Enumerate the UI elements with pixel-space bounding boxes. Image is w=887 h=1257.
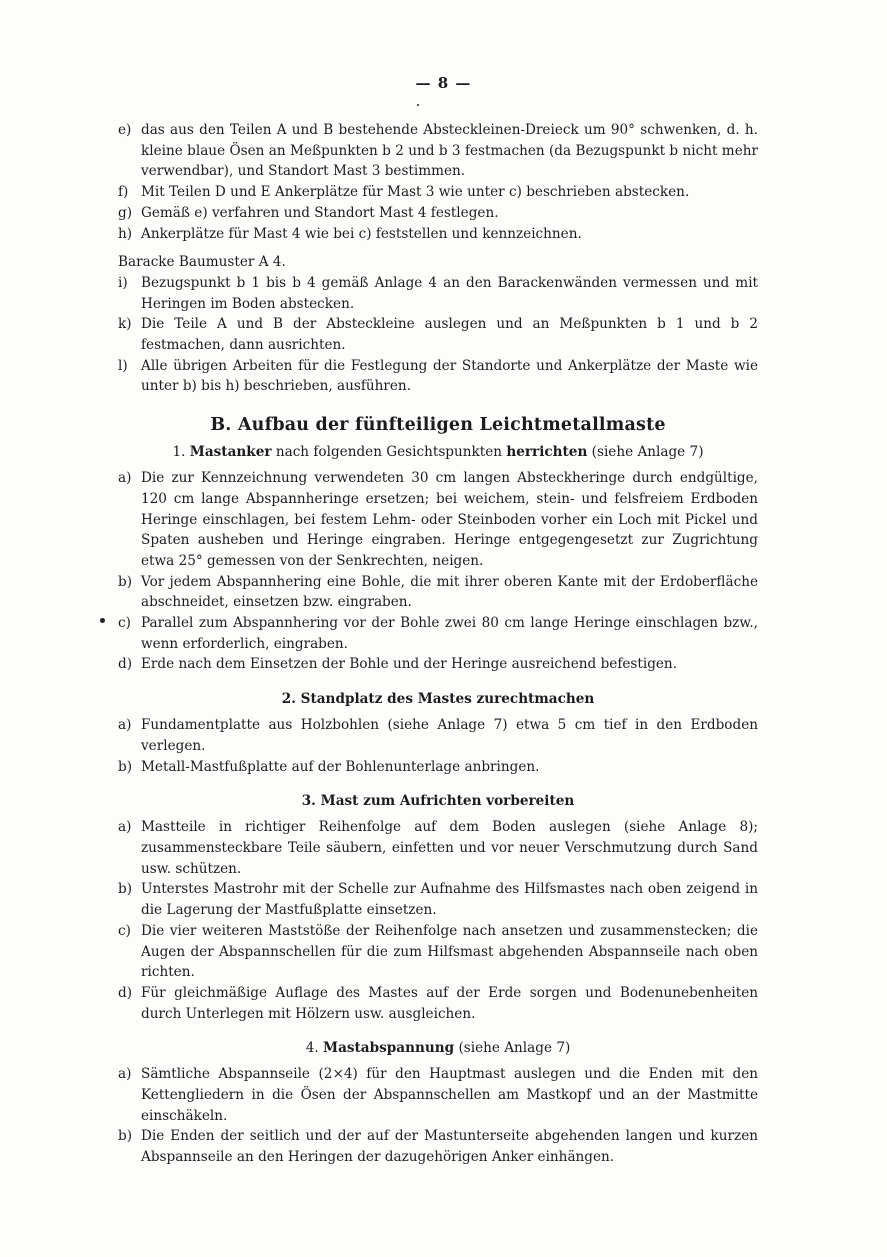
item-text: das aus den Teilen A und B bestehende Absteckleinen-Dreieck um 90° schwenken, d. h. kleine blaue Ösen an Meßpunkten b 2 und b 3 festmachen (da Bezugspunkt b nicht mehr verwendbar), und Standort Mast 3 bestimmen. [141,122,758,180]
item-text: Sämtliche Abspannseile (2×4) für den Hauptmast auslegen und die Enden mit den Kettengliedern in die Ösen der Abspannschellen am Mastkopf und an der Mastmitte einschäkeln. [141,1066,758,1124]
list-block-1 [118,120,758,244]
item-label: g) [118,204,133,221]
list-item [118,224,758,245]
item-label: a) [118,717,132,734]
item-label: l) [118,357,128,374]
subheading-bold: Mastanker [189,444,272,461]
item-text: Alle übrigen Arbeiten für die Festlegung der Standorte und Ankerplätze der Maste wie unter b) bis h) beschrieben, ausführen. [141,357,758,395]
list-item [118,757,758,778]
item-text: Ankerplätze für Mast 4 wie bei c) feststellen und kennzeichnen. [141,225,582,242]
list-item [118,817,758,879]
item-label: f) [118,184,129,201]
list-item [118,273,758,314]
list-item [118,356,758,397]
item-text: Fundamentplatte aus Holzbohlen (siehe Anlage 7) etwa 5 cm tief in den Erdboden verlegen. [141,717,758,754]
item-text: Parallel zum Abspannhering vor der Bohle zwei 80 cm lange Heringe einschlagen bzw., wenn erforderlich, eingraben. [141,615,758,652]
subheading-text: (siehe Anlage 7) [587,444,704,461]
list-item [118,1064,758,1126]
list-item [118,468,758,572]
list-item [118,879,758,920]
item-label: b) [118,881,133,898]
item-text: Die zur Kennzeichnung verwendeten 30 cm langen Absteckheringe durch endgültige, 120 cm lange Abspannheringe ersetzen; bei weichem, stein- und felsfreiem Erdboden Heringe einschlagen, bei festem Lehm- oder Steinboden vorher ein Loch mit Pickel und Spaten ausheben und Heringe eingraben. Heringe entgegengesetzt zur Zugrichtung etwa 25° gemessen von der Senkrechten, neigen. [141,470,758,569]
page-content [118,120,758,1168]
subheading-text: (siehe Anlage 7) [454,1040,571,1057]
subheading-bold: herrichten [506,444,588,461]
item-text: Bezugspunkt b 1 bis b 4 gemäß Anlage 4 an den Barackenwänden vermessen und mit Heringen im Boden abstecken. [141,274,758,312]
list-block-2 [118,273,758,397]
item-text: Gemäß e) verfahren und Standort Mast 4 festlegen. [141,204,499,221]
page-number: — 8 — [415,74,472,92]
speck-mark [417,104,419,106]
subheading-number: 1. [172,444,186,461]
item-label: b) [118,573,133,590]
list-item [118,120,758,182]
item-text: Die Teile A und B der Absteckleine auslegen und an Meßpunkten b 1 und b 2 festmachen, dann ausrichten. [141,316,758,354]
item-label: d) [118,984,133,1001]
list-item [118,983,758,1024]
list-item [118,572,758,613]
item-text: Erde nach dem Einsetzen der Bohle und der Heringe ausreichend befestigen. [141,656,678,673]
item-label: i) [118,274,128,291]
subheading-text: nach folgenden Gesichtspunkten [271,444,507,461]
list-item [118,314,758,355]
item-label: d) [118,656,133,673]
list-block-3 [118,468,758,675]
subheading-bold: Mastabspannung [323,1040,455,1057]
item-label: e) [118,122,132,138]
subheading-3: 3. Mast zum Aufrichten vorbereiten [301,793,575,810]
list-item [118,182,758,203]
list-item [118,715,758,756]
item-text: Vor jedem Abspannhering eine Bohle, die mit ihrer oberen Kante mit der Erdoberfläche abschneidet, einsetzen bzw. eingraben. [141,573,758,611]
item-text: Mastteile in richtiger Reihenfolge auf dem Boden auslegen (siehe Anlage 8); zusammensteckbare Teile säubern, einfetten und vor neuer Verschmutzung durch Sand usw. schützen. [141,819,758,877]
item-text: Die vier weiteren Maststöße der Reihenfolge nach ansetzen und zusammenstecken; die Augen der Abspannschellen für die zum Hilfsmast abgehenden Abspannseile nach oben richten. [141,922,758,981]
item-label: b) [118,1128,133,1145]
item-text: Für gleichmäßige Auflage des Mastes auf der Erde sorgen und Bodenunebenheiten durch Unterlegen mit Hölzern usw. ausgleichen. [141,984,758,1022]
item-label: c) [118,922,131,939]
baracke-line: Baracke Baumuster A 4. [118,254,286,271]
item-text: Unterstes Mastrohr mit der Schelle zur Aufnahme des Hilfsmastes nach oben zeigend in die Lagerung der Mastfußplatte einsetzen. [141,881,758,919]
list-block-5 [118,817,758,1024]
list-item [118,921,758,983]
list-item [118,1126,758,1167]
section-heading: B. Aufbau der fünfteiligen Leichtmetallmaste [210,415,666,436]
subheading-1 [118,442,758,462]
item-label: a) [118,819,132,836]
item-text: Die Enden der seitlich und der auf der Mastunterseite abgehenden langen und kurzen Abspannseile an den Heringen der dazugehörigen Anker einhängen. [141,1128,758,1166]
item-label: a) [118,1066,132,1083]
item-label: k) [118,316,132,333]
item-label: c) [118,615,131,632]
list-item [118,613,758,654]
item-label: b) [118,758,133,775]
list-block-4 [118,715,758,777]
list-item [118,654,758,675]
subheading-2: 2. Standplatz des Mastes zurechtmachen [281,691,595,708]
item-label: a) [118,470,132,487]
item-text: Metall-Mastfußplatte auf der Bohlenunterlage anbringen. [141,758,540,775]
list-item [118,203,758,224]
subheading-number: 4. [305,1040,319,1057]
subheading-4 [118,1038,758,1058]
item-text: Mit Teilen D und E Ankerplätze für Mast 3 wie unter c) beschrieben abstecken. [141,184,690,201]
item-label: h) [118,225,133,242]
list-block-6 [118,1064,758,1168]
speck-mark [100,618,105,623]
